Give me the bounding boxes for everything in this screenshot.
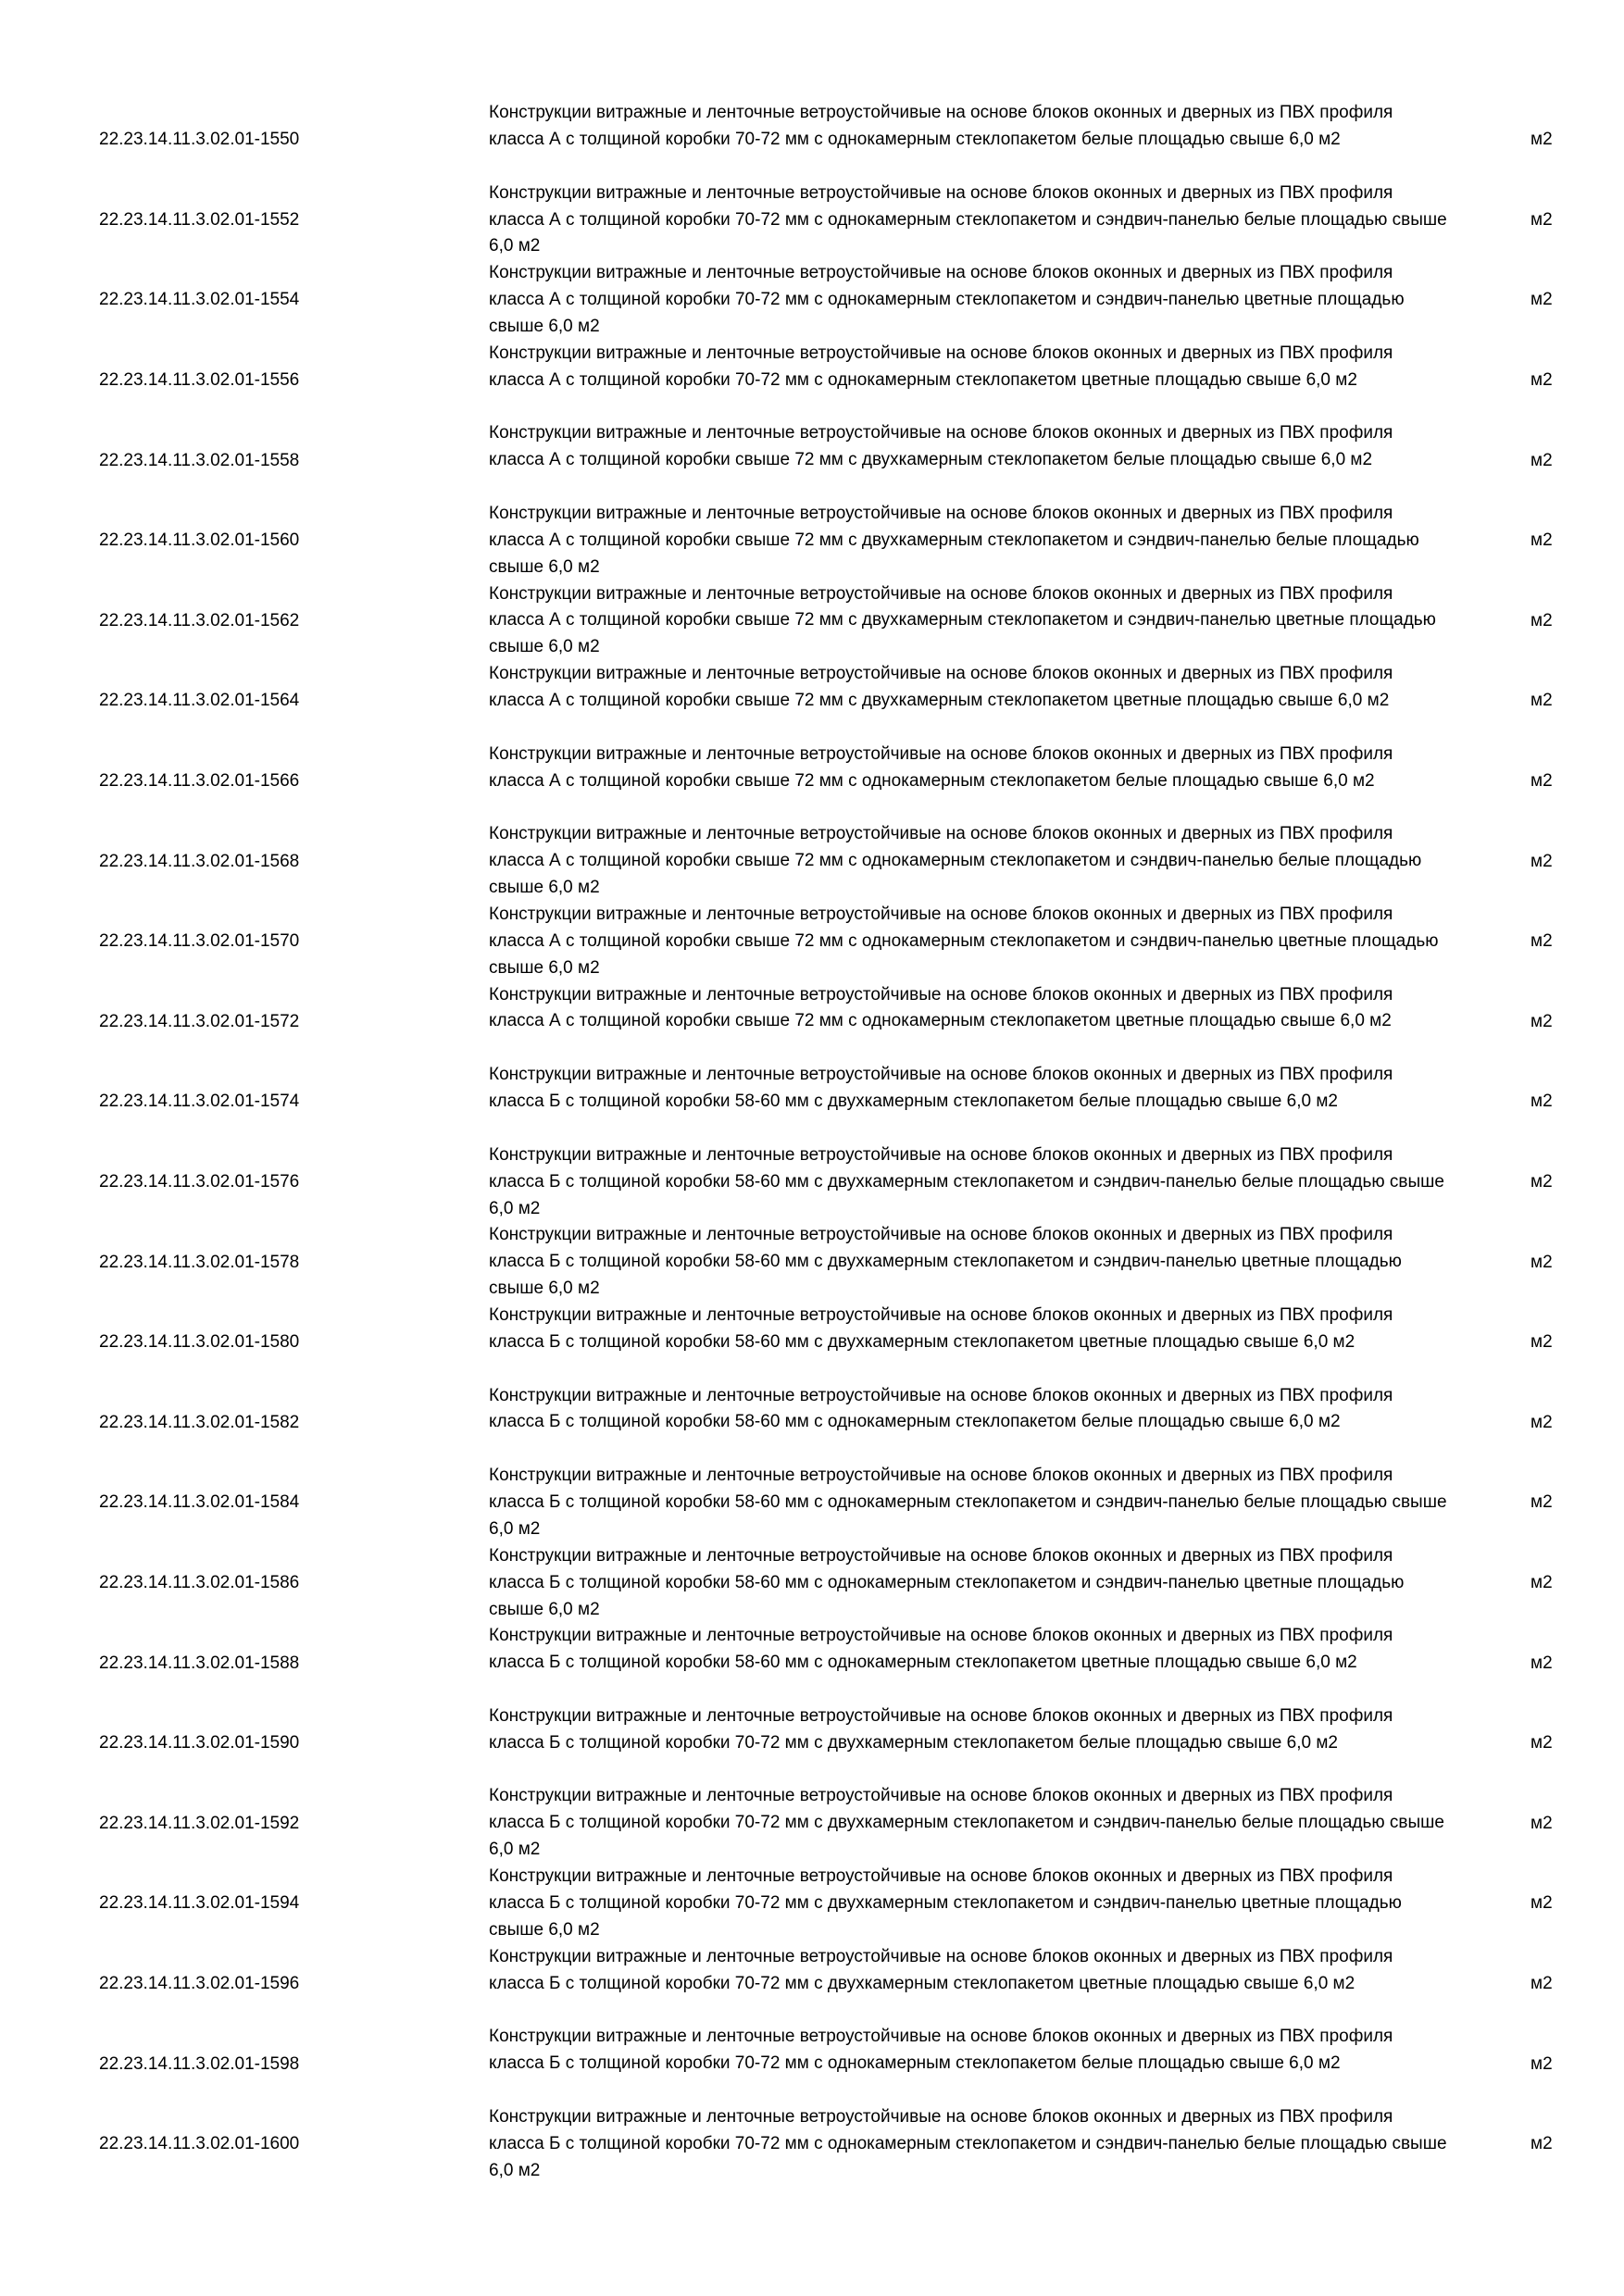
resource-description: Конструкции витражные и ленточные ветроустойчивые на основе блоков оконных и дверных из ПВХ профиля класса А с толщиной коробки 70-72 мм с однокамерным стеклопакетом и сэндвич-панелью цветные площадью свыше 6,0 м2 bbox=[489, 263, 1405, 336]
table-row bbox=[0, 1543, 1624, 1624]
table-row bbox=[0, 1944, 1624, 2025]
table-row bbox=[0, 1783, 1624, 1864]
resource-code: 22.23.14.11.3.02.01-1584 bbox=[99, 1492, 300, 1513]
resource-description: Конструкции витражные и ленточные ветроустойчивые на основе блоков оконных и дверных из ПВХ профиля класса Б с толщиной коробки 70-72 мм с двухкамерным стеклопакетом белые площадью свыше 6,0 м2 bbox=[489, 1705, 1393, 1753]
unit-of-measure: м2 bbox=[1530, 851, 1553, 871]
resource-code: 22.23.14.11.3.02.01-1576 bbox=[99, 1172, 300, 1192]
resource-description: Конструкции витражные и ленточные ветроустойчивые на основе блоков оконных и дверных из ПВХ профиля класса А с толщиной коробки свыше 72 мм с однокамерным стеклопакетом и сэндвич-панелью цветные площадью свыше 6,0 м2 bbox=[489, 904, 1439, 978]
resource-description: Конструкции витражные и ленточные ветроустойчивые на основе блоков оконных и дверных из ПВХ профиля класса А с толщиной коробки свыше 72 мм с однокамерным стеклопакетом цветные площадью свыше 6,0 м2 bbox=[489, 984, 1393, 1031]
resource-code: 22.23.14.11.3.02.01-1574 bbox=[99, 1092, 300, 1112]
table-row bbox=[0, 821, 1624, 902]
unit-of-measure: м2 bbox=[1530, 1332, 1553, 1353]
resource-description: Конструкции витражные и ленточные ветроустойчивые на основе блоков оконных и дверных из ПВХ профиля класса А с толщиной коробки свыше 72 мм с однокамерным стеклопакетом белые площадью свыше 6,0 м2 bbox=[489, 743, 1393, 791]
table-row bbox=[0, 1062, 1624, 1142]
unit-of-measure: м2 bbox=[1530, 1653, 1553, 1673]
resource-code: 22.23.14.11.3.02.01-1566 bbox=[99, 771, 300, 792]
unit-of-measure: м2 bbox=[1530, 530, 1553, 551]
resource-code: 22.23.14.11.3.02.01-1590 bbox=[99, 1733, 300, 1753]
unit-of-measure: м2 bbox=[1530, 130, 1553, 150]
unit-of-measure: м2 bbox=[1530, 1733, 1553, 1753]
resource-description: Конструкции витражные и ленточные ветроустойчивые на основе блоков оконных и дверных из ПВХ профиля класса Б с толщиной коробки 70-72 мм с однокамерным стеклопакетом и сэндвич-панелью белые площадью свыше 6,0 м2 bbox=[489, 2106, 1447, 2180]
resource-description: Конструкции витражные и ленточные ветроустойчивые на основе блоков оконных и дверных из ПВХ профиля класса Б с толщиной коробки 58-60 мм с двухкамерным стеклопакетом белые площадью свыше 6,0 м2 bbox=[489, 1065, 1393, 1112]
price-table bbox=[0, 100, 1624, 2184]
resource-code: 22.23.14.11.3.02.01-1554 bbox=[99, 290, 300, 310]
unit-of-measure: м2 bbox=[1530, 290, 1553, 310]
resource-description: Конструкции витражные и ленточные ветроустойчивые на основе блоков оконных и дверных из ПВХ профиля класса Б с толщиной коробки 70-72 мм с однокамерным стеклопакетом белые площадью свыше 6,0 м2 bbox=[489, 2027, 1393, 2074]
resource-description: Конструкции витражные и ленточные ветроустойчивые на основе блоков оконных и дверных из ПВХ профиля класса Б с толщиной коробки 58-60 мм с однокамерным стеклопакетом и сэндвич-панелью белые площадью свыше 6,0 м2 bbox=[489, 1466, 1447, 1539]
resource-code: 22.23.14.11.3.02.01-1598 bbox=[99, 2053, 300, 2074]
unit-of-measure: м2 bbox=[1530, 771, 1553, 792]
resource-code: 22.23.14.11.3.02.01-1580 bbox=[99, 1332, 300, 1353]
resource-code: 22.23.14.11.3.02.01-1564 bbox=[99, 691, 300, 711]
table-row bbox=[0, 982, 1624, 1063]
resource-code: 22.23.14.11.3.02.01-1562 bbox=[99, 610, 300, 630]
table-row bbox=[0, 661, 1624, 742]
resource-code: 22.23.14.11.3.02.01-1556 bbox=[99, 370, 300, 391]
resource-description: Конструкции витражные и ленточные ветроустойчивые на основе блоков оконных и дверных из ПВХ профиля класса Б с толщиной коробки 58-60 мм с однокамерным стеклопакетом цветные площадью свыше 6,0 м2 bbox=[489, 1626, 1393, 1673]
resource-code: 22.23.14.11.3.02.01-1600 bbox=[99, 2134, 300, 2154]
resource-description: Конструкции витражные и ленточные ветроустойчивые на основе блоков оконных и дверных из ПВХ профиля класса А с толщиной коробки свыше 72 мм с однокамерным стеклопакетом и сэндвич-панелью белые площадью свыше 6,0 м2 bbox=[489, 824, 1422, 898]
resource-code: 22.23.14.11.3.02.01-1550 bbox=[99, 130, 300, 150]
table-row bbox=[0, 420, 1624, 501]
unit-of-measure: м2 bbox=[1530, 209, 1553, 230]
resource-description: Конструкции витражные и ленточные ветроустойчивые на основе блоков оконных и дверных из ПВХ профиля класса Б с толщиной коробки 58-60 мм с однокамерным стеклопакетом белые площадью свыше 6,0 м2 bbox=[489, 1385, 1393, 1432]
resource-code: 22.23.14.11.3.02.01-1558 bbox=[99, 450, 300, 470]
resource-description: Конструкции витражные и ленточные ветроустойчивые на основе блоков оконных и дверных из ПВХ профиля класса Б с толщиной коробки 70-72 мм с двухкамерным стеклопакетом и сэндвич-панелью белые площадью свыше 6,0 м2 bbox=[489, 1786, 1444, 1860]
resource-code: 22.23.14.11.3.02.01-1594 bbox=[99, 1893, 300, 1914]
unit-of-measure: м2 bbox=[1530, 2134, 1553, 2154]
resource-description: Конструкции витражные и ленточные ветроустойчивые на основе блоков оконных и дверных из ПВХ профиля класса А с толщиной коробки свыше 72 мм с двухкамерным стеклопакетом белые площадью свыше 6,0 м2 bbox=[489, 423, 1393, 470]
table-row bbox=[0, 1303, 1624, 1383]
unit-of-measure: м2 bbox=[1530, 1572, 1553, 1592]
table-row bbox=[0, 1864, 1624, 1944]
resource-code: 22.23.14.11.3.02.01-1586 bbox=[99, 1572, 300, 1592]
resource-description: Конструкции витражные и ленточные ветроустойчивые на основе блоков оконных и дверных из ПВХ профиля класса Б с толщиной коробки 58-60 мм с двухкамерным стеклопакетом цветные площадью свыше 6,0 м2 bbox=[489, 1304, 1393, 1352]
table-row bbox=[0, 341, 1624, 421]
unit-of-measure: м2 bbox=[1530, 1252, 1553, 1272]
table-row bbox=[0, 1703, 1624, 1784]
unit-of-measure: м2 bbox=[1530, 691, 1553, 711]
resource-code: 22.23.14.11.3.02.01-1578 bbox=[99, 1252, 300, 1272]
resource-description: Конструкции витражные и ленточные ветроустойчивые на основе блоков оконных и дверных из ПВХ профиля класса А с толщиной коробки 70-72 мм с однокамерным стеклопакетом цветные площадью свыше 6,0 м2 bbox=[489, 343, 1393, 390]
resource-code: 22.23.14.11.3.02.01-1582 bbox=[99, 1412, 300, 1432]
table-row bbox=[0, 260, 1624, 341]
table-row bbox=[0, 581, 1624, 662]
unit-of-measure: м2 bbox=[1530, 1893, 1553, 1914]
resource-code: 22.23.14.11.3.02.01-1596 bbox=[99, 1973, 300, 1993]
table-row bbox=[0, 902, 1624, 982]
table-row bbox=[0, 2104, 1624, 2185]
resource-code: 22.23.14.11.3.02.01-1592 bbox=[99, 1813, 300, 1833]
unit-of-measure: м2 bbox=[1530, 1492, 1553, 1513]
unit-of-measure: м2 bbox=[1530, 1092, 1553, 1112]
table-row bbox=[0, 1222, 1624, 1303]
table-row bbox=[0, 181, 1624, 261]
table-row bbox=[0, 2024, 1624, 2104]
unit-of-measure: м2 bbox=[1530, 1011, 1553, 1031]
table-row bbox=[0, 1142, 1624, 1223]
resource-code: 22.23.14.11.3.02.01-1568 bbox=[99, 851, 300, 871]
table-row bbox=[0, 1383, 1624, 1464]
resource-description: Конструкции витражные и ленточные ветроустойчивые на основе блоков оконных и дверных из ПВХ профиля класса Б с толщиной коробки 58-60 мм с однокамерным стеклопакетом и сэндвич-панелью цветные площадью свыше 6,0 м2 bbox=[489, 1545, 1405, 1619]
resource-description: Конструкции витражные и ленточные ветроустойчивые на основе блоков оконных и дверных из ПВХ профиля класса А с толщиной коробки свыше 72 мм с двухкамерным стеклопакетом цветные площадью свыше 6,0 м2 bbox=[489, 664, 1393, 711]
table-row bbox=[0, 742, 1624, 822]
resource-description: Конструкции витражные и ленточные ветроустойчивые на основе блоков оконных и дверных из ПВХ профиля класса Б с толщиной коробки 58-60 мм с двухкамерным стеклопакетом и сэндвич-панелью цветные площадью свыше 6,0 м2 bbox=[489, 1225, 1402, 1299]
table-row bbox=[0, 501, 1624, 581]
resource-code: 22.23.14.11.3.02.01-1588 bbox=[99, 1653, 300, 1673]
resource-description: Конструкции витражные и ленточные ветроустойчивые на основе блоков оконных и дверных из ПВХ профиля класса А с толщиной коробки 70-72 мм с однокамерным стеклопакетом и сэндвич-панелью белые площадью свыше 6,0 м2 bbox=[489, 182, 1447, 256]
unit-of-measure: м2 bbox=[1530, 450, 1553, 470]
unit-of-measure: м2 bbox=[1530, 1973, 1553, 1993]
unit-of-measure: м2 bbox=[1530, 2053, 1553, 2074]
resource-description: Конструкции витражные и ленточные ветроустойчивые на основе блоков оконных и дверных из ПВХ профиля класса А с толщиной коробки свыше 72 мм с двухкамерным стеклопакетом и сэндвич-панелью цветные площадью свыше 6,0 м2 bbox=[489, 583, 1436, 657]
resource-description: Конструкции витражные и ленточные ветроустойчивые на основе блоков оконных и дверных из ПВХ профиля класса А с толщиной коробки 70-72 мм с однокамерным стеклопакетом белые площадью свыше 6,0 м2 bbox=[489, 103, 1393, 149]
table-row bbox=[0, 1623, 1624, 1703]
resource-description: Конструкции витражные и ленточные ветроустойчивые на основе блоков оконных и дверных из ПВХ профиля класса Б с толщиной коробки 58-60 мм с двухкамерным стеклопакетом и сэндвич-панелью белые площадью свыше 6,0 м2 bbox=[489, 1144, 1444, 1218]
unit-of-measure: м2 bbox=[1530, 610, 1553, 630]
table-row bbox=[0, 100, 1624, 181]
resource-description: Конструкции витражные и ленточные ветроустойчивые на основе блоков оконных и дверных из ПВХ профиля класса А с толщиной коробки свыше 72 мм с двухкамерным стеклопакетом и сэндвич-панелью белые площадью свыше 6,0 м2 bbox=[489, 503, 1419, 577]
resource-code: 22.23.14.11.3.02.01-1560 bbox=[99, 530, 300, 551]
resource-description: Конструкции витражные и ленточные ветроустойчивые на основе блоков оконных и дверных из ПВХ профиля класса Б с толщиной коробки 70-72 мм с двухкамерным стеклопакетом цветные площадью свыше 6,0 м2 bbox=[489, 1946, 1393, 1993]
unit-of-measure: м2 bbox=[1530, 1172, 1553, 1192]
unit-of-measure: м2 bbox=[1530, 1813, 1553, 1833]
resource-code: 22.23.14.11.3.02.01-1552 bbox=[99, 209, 300, 230]
resource-code: 22.23.14.11.3.02.01-1572 bbox=[99, 1011, 300, 1031]
unit-of-measure: м2 bbox=[1530, 1412, 1553, 1432]
resource-code: 22.23.14.11.3.02.01-1570 bbox=[99, 931, 300, 952]
unit-of-measure: м2 bbox=[1530, 931, 1553, 952]
unit-of-measure: м2 bbox=[1530, 370, 1553, 391]
table-row bbox=[0, 1463, 1624, 1543]
resource-description: Конструкции витражные и ленточные ветроустойчивые на основе блоков оконных и дверных из ПВХ профиля класса Б с толщиной коробки 70-72 мм с двухкамерным стеклопакетом и сэндвич-панелью цветные площадью свыше 6,0 м2 bbox=[489, 1866, 1402, 1940]
